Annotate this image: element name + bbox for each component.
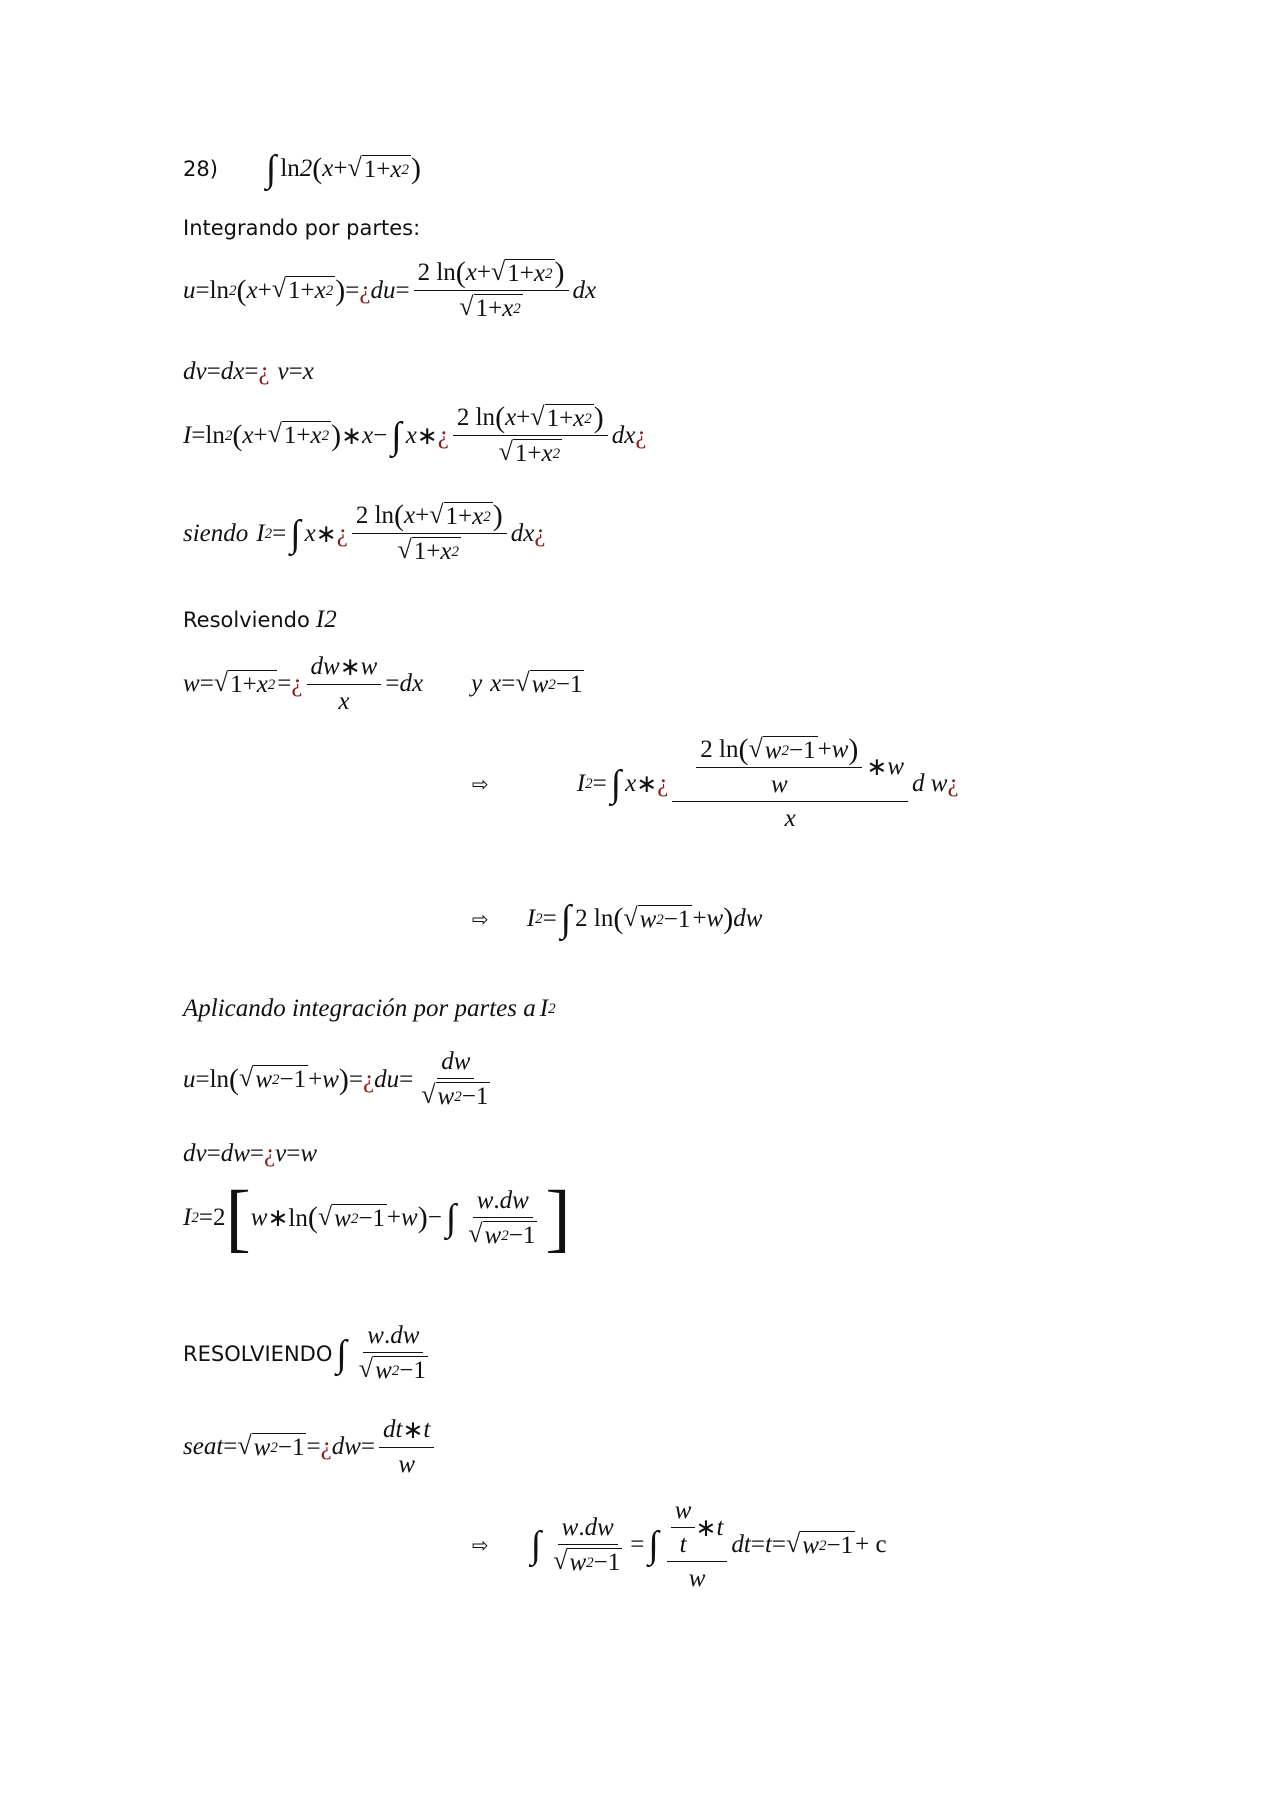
- inverted-question: ¿: [657, 770, 669, 797]
- integral-symbol: ∫: [560, 898, 572, 940]
- integral-symbol: ∫: [336, 1332, 347, 1375]
- heading-aplicando: Aplicando integración por partes a I 2: [183, 995, 556, 1022]
- coefficient-two: 2: [212, 1204, 226, 1231]
- ln-symbol: ln: [280, 155, 300, 182]
- integral-symbol: ∫: [265, 148, 277, 190]
- dv2-definition: dv = dw = ¿ v = w: [183, 1140, 318, 1167]
- inverted-question: ¿: [264, 1140, 276, 1167]
- i2-parts-result: I 2 = 2 [ w ∗ln ( √ w 2 −1 + w ) − ∫ w . dw √ w 2 −1 ]: [183, 1176, 571, 1260]
- inverted-question: ¿: [437, 421, 449, 449]
- constant-c: + c: [855, 1531, 887, 1558]
- integrando-label: Integrando por partes:: [183, 216, 421, 240]
- heading-integrando: [183, 216, 420, 240]
- problem-number: 28): [183, 157, 218, 181]
- u-definition: u =ln 2 ( x + √ 1+ x 2 ) = ¿ du = 2 ln ( x + √ 1+ x 2 ) √ 1+ x 2 dx: [183, 256, 597, 322]
- inverted-question: ¿: [947, 770, 959, 797]
- arrow-icon: ⇨: [472, 1533, 489, 1557]
- inverted-question: ¿: [534, 519, 546, 547]
- sqrt-expression: √ 1+ x 2: [347, 152, 410, 183]
- arrow-icon: ⇨: [472, 907, 489, 931]
- inverted-question: ¿: [363, 1065, 375, 1093]
- i-expression: I =ln 2 ( x + √ 1+ x 2 ) ∗ x − ∫ x ∗ ¿ 2 ln ( x + √ 1+ x 2 ) √ 1+ x 2 dx ¿: [183, 401, 647, 467]
- inverted-question: ¿: [258, 358, 270, 385]
- integral-symbol: ∫: [445, 1197, 457, 1239]
- siendo-i2: siendo I 2 = ∫ x ∗ ¿ 2 ln ( x + √ 1+ x 2 ) √ 1+ x 2 dx ¿: [183, 499, 546, 565]
- w-substitution: w = √ 1+ x 2 = ¿ dw ∗ w x = dx y x = √ w 2 −1: [183, 653, 583, 715]
- inverted-question: ¿: [336, 519, 348, 547]
- heading-resolviendo-caps: RESOLVIENDO ∫ w . dw √ w 2 −1: [183, 1322, 426, 1384]
- integral-symbol: ∫: [391, 414, 402, 457]
- problem-statement: 28) ∫ ln 2 ( x + √ 1+ x 2 ): [183, 148, 422, 190]
- aplicando-label: Aplicando integración por partes a: [183, 995, 536, 1022]
- i2-simplified: ⇨ I 2 = ∫ 2 ln ( √ w 2 −1 + w ) dw: [472, 898, 763, 940]
- y-label: y: [471, 670, 483, 697]
- integral-symbol: ∫: [648, 1524, 659, 1566]
- dv-definition: dv = dx = ¿ v = x: [183, 358, 314, 385]
- inverted-question: ¿: [359, 276, 371, 304]
- i2-substituted: ⇨ I 2 = ∫ x ∗ ¿ 2 ln ( √ w 2 −1 + w ) w ∗ w x d w ¿: [472, 733, 959, 832]
- sea-label: sea: [183, 1433, 217, 1460]
- arrow-icon: ⇨: [472, 772, 489, 796]
- integral-symbol: ∫: [290, 512, 301, 555]
- t-substitution: sea t = √ w 2 −1 = ¿ dw = dt ∗ t w: [183, 1415, 438, 1479]
- inverted-question: ¿: [320, 1433, 332, 1460]
- integral-symbol: ∫: [610, 763, 622, 805]
- heading-resolviendo: Resolviendo I 2: [183, 606, 337, 633]
- inverted-question: ¿: [291, 670, 303, 697]
- du-fraction: 2 ln ( x + √ 1+ x 2 ) √ 1+ x 2: [414, 258, 569, 323]
- inverted-question: ¿: [635, 421, 647, 449]
- resolviendo-caps-label: RESOLVIENDO: [183, 1341, 333, 1366]
- integral-symbol: ∫: [530, 1524, 542, 1566]
- compound-fraction: 2 ln ( √ w 2 −1 + w ) w ∗ w x: [672, 735, 908, 833]
- siendo-label: siendo: [183, 519, 249, 547]
- u2-definition: u =ln ( √ w 2 −1 + w ) = ¿ du = dw √ w 2 −1: [183, 1048, 489, 1110]
- resolviendo-label: Resolviendo: [183, 608, 310, 632]
- final-result: ⇨ ∫ w . dw √ w 2 −1 = ∫ $\frac{w}{t}$ ∗ t w dt = t = √ w 2 −1 + c: [472, 1497, 887, 1592]
